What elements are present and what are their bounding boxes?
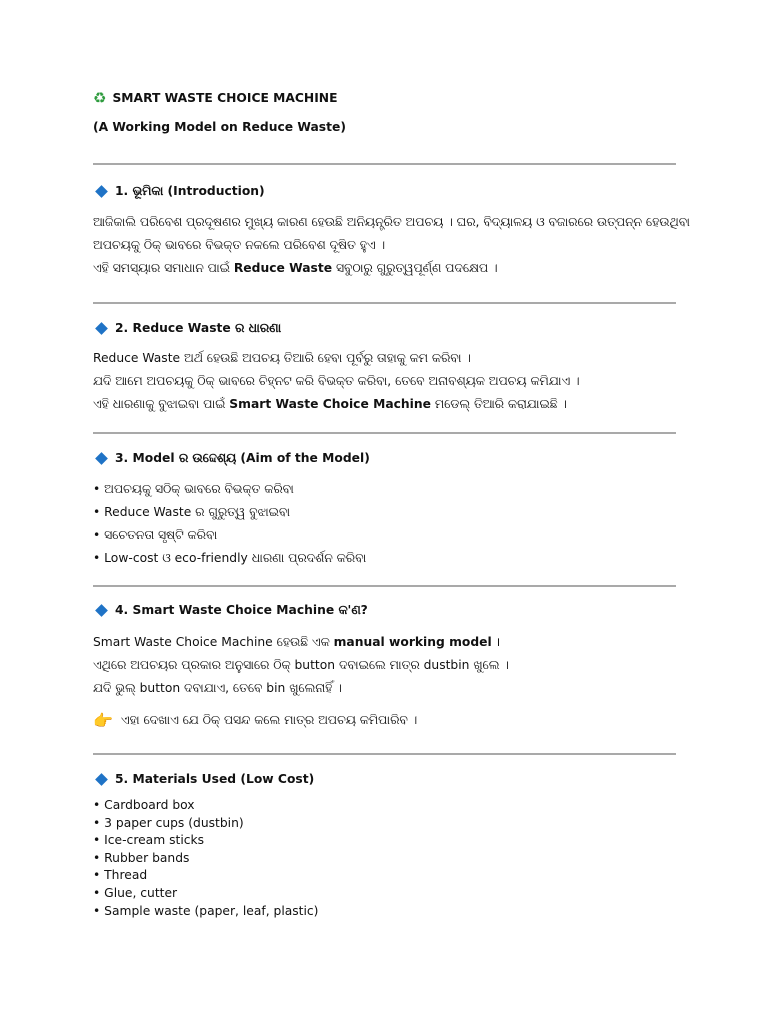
divider xyxy=(93,585,676,587)
section-4-heading: 4. Smart Waste Choice Machine କ'ଣ? xyxy=(93,600,676,620)
list-item: • Reduce Waste ର ଗୁରୁତ୍ୱ ବୁଝାଇବା xyxy=(93,505,291,519)
divider xyxy=(93,753,676,755)
list-item: • Ice-cream sticks xyxy=(93,833,205,848)
divider xyxy=(93,432,676,434)
list-item: • Low-cost ଓ eco-friendly ଧାରଣା ପ୍ରଦର୍ଶନ କରିବା xyxy=(93,551,367,565)
section-4-body: Smart Waste Choice Machine ହେଉଛି ଏକ manual working model । ଏଥିରେ ଅପଚୟର ପ୍ରକାର ଅନୁସାରେ ଠିକ୍ button ଦବାଇଲେ ମାତ୍ର dustbin ଖୁଲେ । ଯଦି ଭୁଲ୍ button ଦବାଯାଏ, ତେବେ bin ଖୁଲେନାହିଁ । xyxy=(93,635,509,695)
divider xyxy=(93,302,676,304)
list-item: • Rubber bands xyxy=(93,850,190,865)
list-item: • 3 paper cups (dustbin) xyxy=(93,815,244,830)
blue-diamond-icon xyxy=(95,185,108,198)
blue-diamond-icon xyxy=(95,322,108,335)
section-3-heading: 3. Model ର ଉଦ୍ଦେଶ୍ୟ (Aim of the Model) xyxy=(93,448,676,468)
divider xyxy=(93,163,676,165)
document-page xyxy=(93,88,690,920)
list-item: • Sample waste (paper, leaf, plastic) xyxy=(93,903,319,918)
section-5-heading: 5. Materials Used (Low Cost) xyxy=(93,769,676,789)
title-text: SMART WASTE CHOICE MACHINE xyxy=(112,91,338,105)
list-item: • Glue, cutter xyxy=(93,885,178,900)
blue-diamond-icon xyxy=(95,604,108,617)
section-2-body: Reduce Waste ଅର୍ଥ ହେଉଛି ଅପଚୟ ତିଆରି ହେବା ପୂର୍ବରୁ ତାହାକୁ କମ କରିବା । ଯଦି ଆମେ ଅପଚୟକୁ ଠିକ୍ ଭାବରେ ଚିହ୍ନଟ କରି ବିଭକ୍ତ କରିବା, ତେବେ ଅନାବଶ୍ୟକ ଅପଚୟ କମିଯାଏ । ଏହି ଧାରଣାକୁ ବୁଝାଇବା ପାଇଁ Smart Waste Choice Machine ମଡେଲ୍ ତିଆରି କରାଯାଇଛି । xyxy=(93,351,580,411)
note-line: 👉 ଏହା ଦେଖାଏ ଯେ ଠିକ୍ ପସନ୍ଦ କଲେ ମାତ୍ର ଅପଚୟ କମିପାରିବ । xyxy=(93,710,418,730)
recycle-icon: ♻ xyxy=(93,88,107,107)
list-item: • Thread xyxy=(93,868,148,883)
document-subtitle: (A Working Model on Reduce Waste) xyxy=(93,120,346,134)
list-item: • Cardboard box xyxy=(93,798,195,812)
list-item: • ସଚେତନତା ସୃଷ୍ଟି କରିବା xyxy=(93,528,218,542)
pointing-hand-icon: 👉 xyxy=(93,710,113,730)
document-title xyxy=(93,88,676,108)
section-1-body: ଆଜିକାଲି ପରିବେଶ ପ୍ରଦୂଷଣର ମୁଖ୍ୟ କାରଣ ହେଉଛି ଅନିୟନ୍ତ୍ରିତ ଅପଚୟ । ଘର, ବିଦ୍ୟାଳୟ ଓ ବଜାରରେ ଉତ୍ପନ୍ନ ହେଉଥିବା ଅପଚୟକୁ ଠିକ୍ ଭାବରେ ବିଭକ୍ତ ନକଲେ ପରିବେଶ ଦୂଷିତ ହୁଏ । ଏହି ସମସ୍ୟାର ସମାଧାନ ପାଇଁ Reduce Waste ସବୁଠାରୁ ଗୁରୁତ୍ୱପୂର୍ଣ୍ଣ ପଦକ୍ଷେପ । xyxy=(93,215,690,275)
section-2-heading: 2. Reduce Waste ର ଧାରଣା xyxy=(93,318,676,338)
aim-list xyxy=(93,478,676,570)
blue-diamond-icon xyxy=(95,452,108,465)
blue-diamond-icon xyxy=(95,773,108,786)
materials-list xyxy=(93,797,676,920)
list-item: • ଅପଚୟକୁ ସଠିକ୍ ଭାବରେ ବିଭକ୍ତ କରିବା xyxy=(93,482,294,496)
section-1-heading: 1. ଭୂମିକା (Introduction) xyxy=(93,181,676,201)
